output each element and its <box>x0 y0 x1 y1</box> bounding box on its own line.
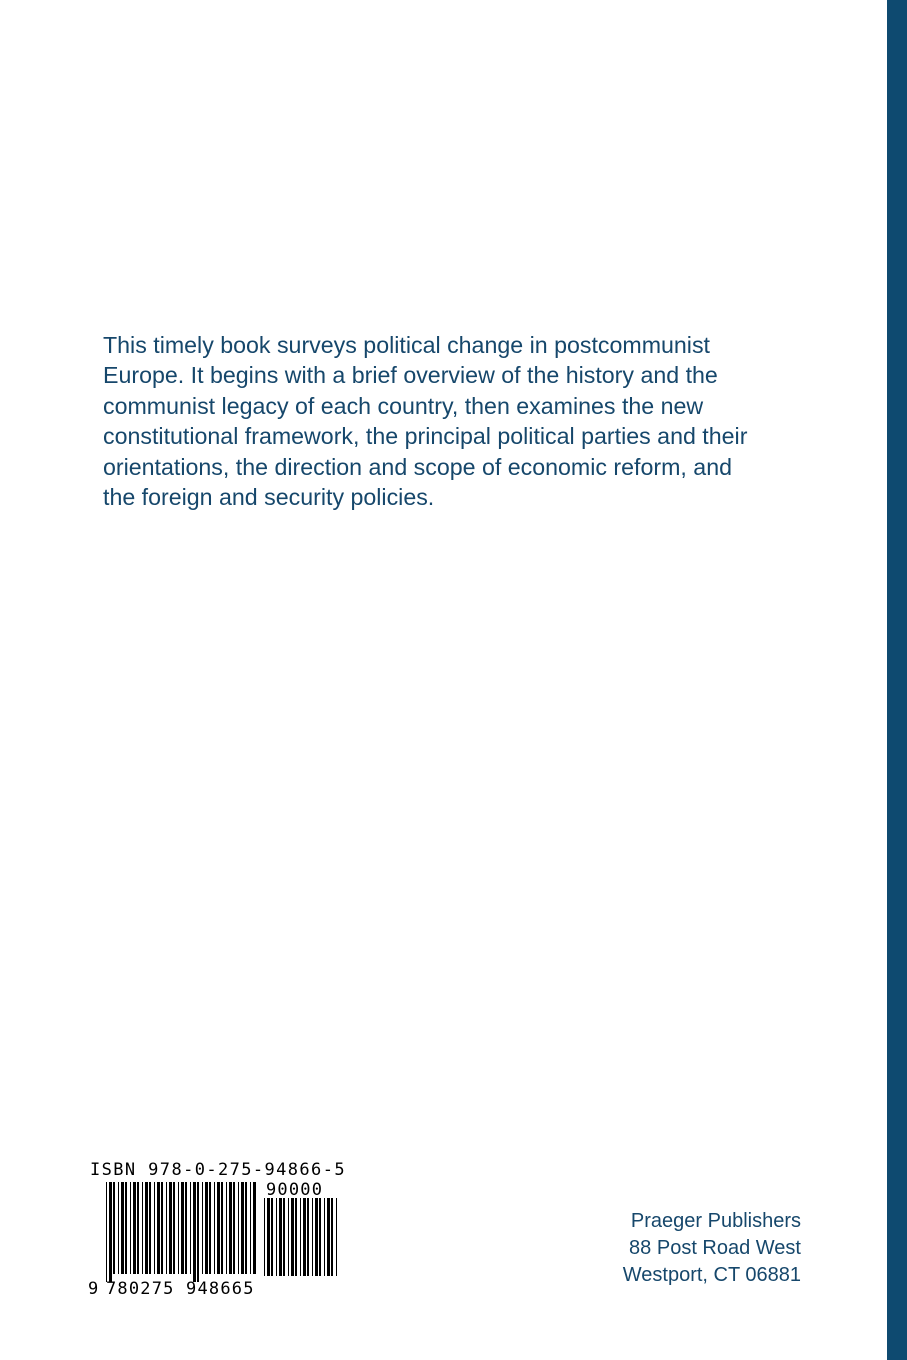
publisher-street: 88 Post Road West <box>629 1237 801 1259</box>
barcode-bar <box>295 1198 297 1276</box>
barcode-bar <box>276 1198 277 1276</box>
barcode-addon-digits: 90000 <box>266 1180 324 1200</box>
blurb-line: communist legacy of each country, then examines the new <box>103 392 704 419</box>
barcode-bar <box>197 1182 199 1282</box>
barcode-addon-bars <box>264 1198 338 1284</box>
barcode-bar <box>113 1182 115 1274</box>
barcode-bar <box>185 1182 187 1274</box>
barcode-bar <box>142 1182 143 1274</box>
barcode-bar <box>283 1198 285 1276</box>
spine-strip <box>887 0 907 1360</box>
isbn-label: ISBN 978-0-275-94866-5 <box>90 1160 346 1180</box>
barcode-bar <box>205 1182 208 1274</box>
blurb-line: constitutional framework, the principal political parties and their <box>103 423 748 450</box>
barcode-bar <box>106 1182 107 1282</box>
barcode-first-digit: 9 <box>88 1279 99 1299</box>
barcode-bar <box>214 1182 215 1274</box>
barcode-bar <box>121 1182 124 1274</box>
barcode-main-digits: 780275 948665 <box>106 1279 255 1299</box>
barcode-bar <box>253 1182 256 1274</box>
barcode-bar <box>157 1182 160 1274</box>
barcode-bar <box>109 1182 112 1282</box>
barcode <box>88 1180 348 1300</box>
barcode-bar <box>169 1182 172 1274</box>
barcode-bar <box>245 1182 247 1274</box>
barcode-bar <box>324 1198 325 1276</box>
barcode-bar <box>190 1182 191 1274</box>
blurb-line: orientations, the direction and scope of economic reform, and <box>103 453 732 480</box>
barcode-bar <box>137 1182 139 1274</box>
barcode-bar <box>149 1182 151 1274</box>
barcode-bar <box>217 1182 220 1274</box>
barcode-bar <box>226 1182 227 1274</box>
blurb-line: Europe. It begins with a brief overview of the history and the <box>103 362 718 389</box>
barcode-bar <box>267 1198 270 1276</box>
barcode-bar <box>303 1198 306 1276</box>
barcode-bar <box>300 1198 301 1276</box>
barcode-bar <box>181 1182 184 1274</box>
barcode-bar <box>166 1182 167 1274</box>
barcode-bar <box>307 1198 309 1276</box>
barcode-bar <box>161 1182 163 1274</box>
barcode-bar <box>264 1198 265 1276</box>
barcode-bar <box>319 1198 321 1276</box>
barcode-bar <box>154 1182 155 1274</box>
barcode-bar <box>233 1182 235 1274</box>
barcode-bar <box>271 1198 273 1276</box>
barcode-bar <box>315 1198 318 1276</box>
publisher-address <box>623 1208 801 1289</box>
barcode-bar <box>331 1198 333 1276</box>
barcode-bar <box>173 1182 175 1274</box>
barcode-bar <box>125 1182 127 1274</box>
barcode-bar <box>312 1198 313 1276</box>
barcode-bar <box>241 1182 244 1274</box>
blurb-text <box>103 330 823 512</box>
barcode-bar <box>133 1182 136 1274</box>
barcode-bar <box>209 1182 211 1274</box>
barcode-bar <box>279 1198 282 1276</box>
barcode-bar <box>130 1182 131 1274</box>
barcode-bar <box>193 1182 196 1282</box>
barcode-bar <box>178 1182 179 1274</box>
barcode-bar <box>336 1198 337 1276</box>
barcode-bar <box>238 1182 239 1274</box>
barcode-bar <box>145 1182 148 1274</box>
blurb-line: This timely book surveys political change in postcommunist <box>103 332 710 358</box>
barcode-bar <box>250 1182 251 1274</box>
barcode-bar <box>291 1198 294 1276</box>
barcode-bar <box>288 1198 289 1276</box>
barcode-bar <box>118 1182 119 1274</box>
barcode-bar <box>221 1182 223 1274</box>
barcode-bar <box>229 1182 232 1274</box>
barcode-bar <box>202 1182 203 1274</box>
publisher-name: Praeger Publishers <box>630 1210 801 1232</box>
blurb-line: the foreign and security policies. <box>103 484 435 511</box>
publisher-city: Westport, CT 06881 <box>622 1264 801 1286</box>
barcode-bar <box>327 1198 330 1276</box>
